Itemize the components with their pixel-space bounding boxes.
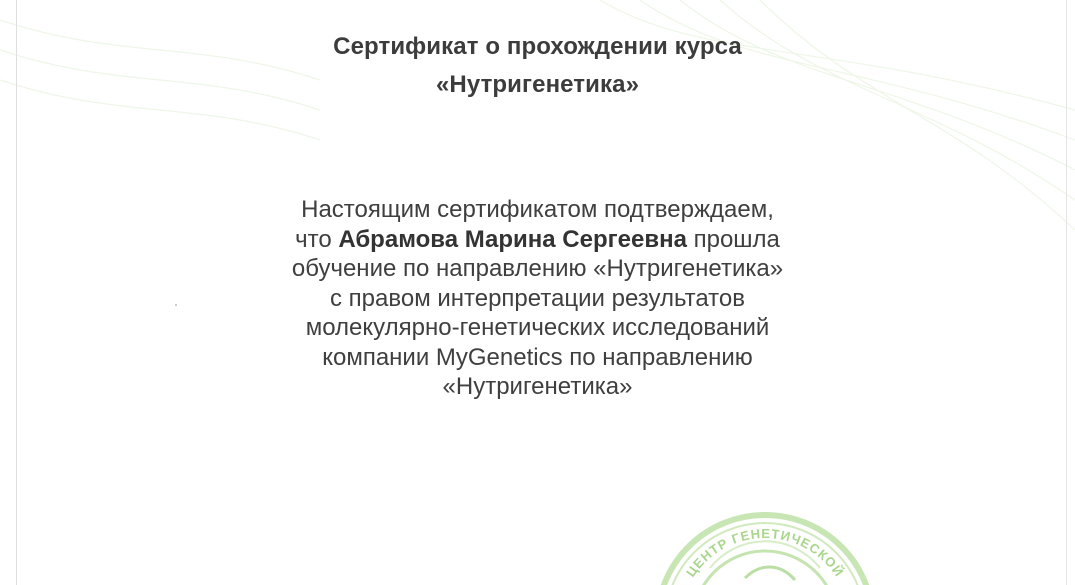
body-line-6: компании MyGenetics по направлению xyxy=(322,343,753,371)
course-name: «Нутригенетика» xyxy=(435,71,640,98)
body-line-3: обучение по направлению «Нутригенетика» xyxy=(291,255,784,282)
certificate-title: Сертификат о прохождении курса xyxy=(333,33,742,60)
certificate-body xyxy=(0,195,1075,402)
body-line-1: Настоящим сертификатом подтверждаем, xyxy=(301,196,774,223)
recipient-name: Абрамова Марина Сергеевна xyxy=(338,225,687,253)
body-line-2-suffix: прошла xyxy=(686,225,780,253)
body-line-7: «Нутригенетика» xyxy=(442,373,633,400)
scan-speck xyxy=(175,304,177,306)
body-line-2 xyxy=(0,225,1075,255)
company-stamp xyxy=(650,508,880,585)
body-line-4: с правом интерпретации результатов xyxy=(330,284,745,312)
body-line-5: молекулярно-генетических исследований xyxy=(305,314,770,341)
body-line-2-prefix: что xyxy=(295,225,339,253)
stamp-text: ЦЕНТР ГЕНЕТИЧЕСКОЙ xyxy=(683,525,847,580)
